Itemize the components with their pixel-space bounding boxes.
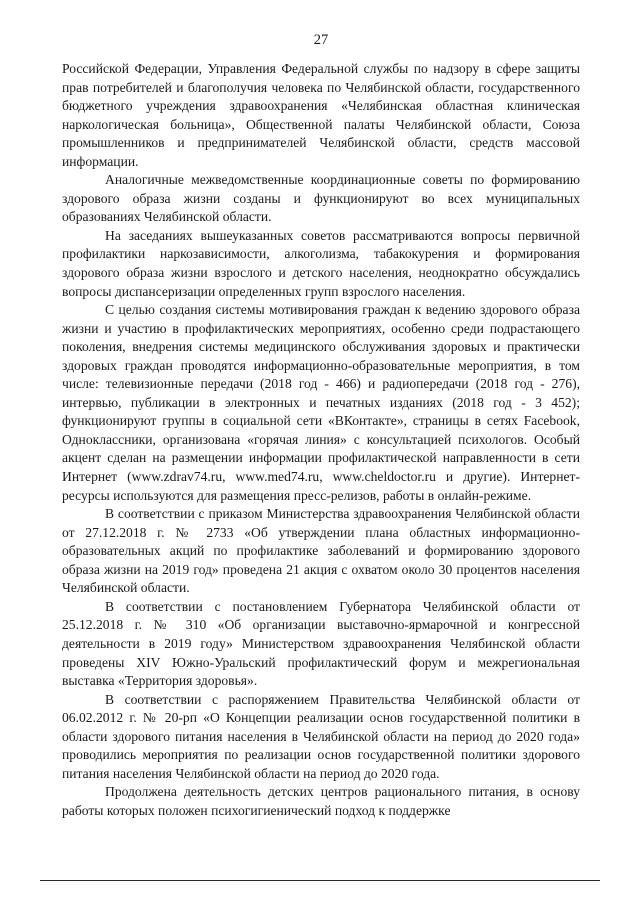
paragraph: Продолжена деятельность детских центров рационального питания, в основу работы которых положен психогигиенический подход к поддержке <box>62 784 580 818</box>
paragraph: В соответствии с постановлением Губернатора Челябинской области от 25.12.2018 г. № 310 «Об организации выставочно-ярмарочной и конгрессной деятельности в 2019 году» Министерством здравоохранения Челябинской области проведены XIV Южно-Уральский профилактический форум и межрегиональная выставка «Территория здоровья». <box>62 598 580 689</box>
paragraph: Аналогичные межведомственные координационные советы по формированию здорового образа жизни созданы и функционируют во всех муниципальных образованиях Челябинской области. <box>62 172 580 225</box>
paragraph-continuation: Российской Федерации, Управления Федеральной службы по надзору в сфере защиты прав потребителей и благополучия человека по Челябинской области, государственного бюджетного учреждения здравоохранения «Челябинская областная клиническая наркологическая больница», Общественной палаты Челябинской области, Союза промышленников и предпринимателей Челябинской области, средств массовой информации. <box>62 61 580 169</box>
paragraph: В соответствии с распоряжением Правительства Челябинской области от 06.02.2012 г. № 20-рп «О Концепции реализации основ государственной политики в области здорового питания населения в Челябинской области на период до 2020 года» проводились мероприятия по реализации основ государственной политики здорового питания населения Челябинской области на период до 2020 года. <box>62 691 580 781</box>
page-number: 27 <box>313 32 329 48</box>
paragraph: В соответствии с приказом Министерства здравоохранения Челябинской области от 27.12.2018 г. № 2733 «Об утверждении плана областных информационно-образовательных акций по профилактике заболеваний и формированию здорового образа жизни на 2019 год» проведена 21 акция с охватом около 30 процентов населения Челябинской области. <box>62 506 580 596</box>
document-body <box>62 60 580 820</box>
paragraph: С целью создания системы мотивирования граждан к ведению здорового образа жизни и участию в профилактических мероприятиях, особенно среди подрастающего поколения, внедрения системы медицинского обслуживания здоровых и практически здоровых граждан проводятся информационно-образовательные мероприятия, в том числе: телевизионные передачи (2018 год - 466) и радиопередачи (2018 год - 276), интервью, публикации в электронных и печатных изданиях (2018 год - 3 452); функционируют группы в социальной сети «ВКонтакте», страницы в сетях Facebook, Одноклассники, организована «горячая линия» с консультацией психологов. Особый акцент сделан на размещении информации профилактической направленности в сети Интернет (www.zdrav74.ru, www.med74.ru, www.cheldoctor.ru и другие). Интернет-ресурсы используются для размещения пресс-релизов, работы в онлайн-режиме. <box>62 302 580 503</box>
footer-divider <box>40 880 600 881</box>
paragraph: На заседаниях вышеуказанных советов рассматриваются вопросы первичной профилактики наркозависимости, алкоголизма, табакокурения и формирования здорового образа жизни взрослого и детского населения, неоднократно обсуждались вопросы диспансеризации определенных групп взрослого населения. <box>62 227 580 299</box>
